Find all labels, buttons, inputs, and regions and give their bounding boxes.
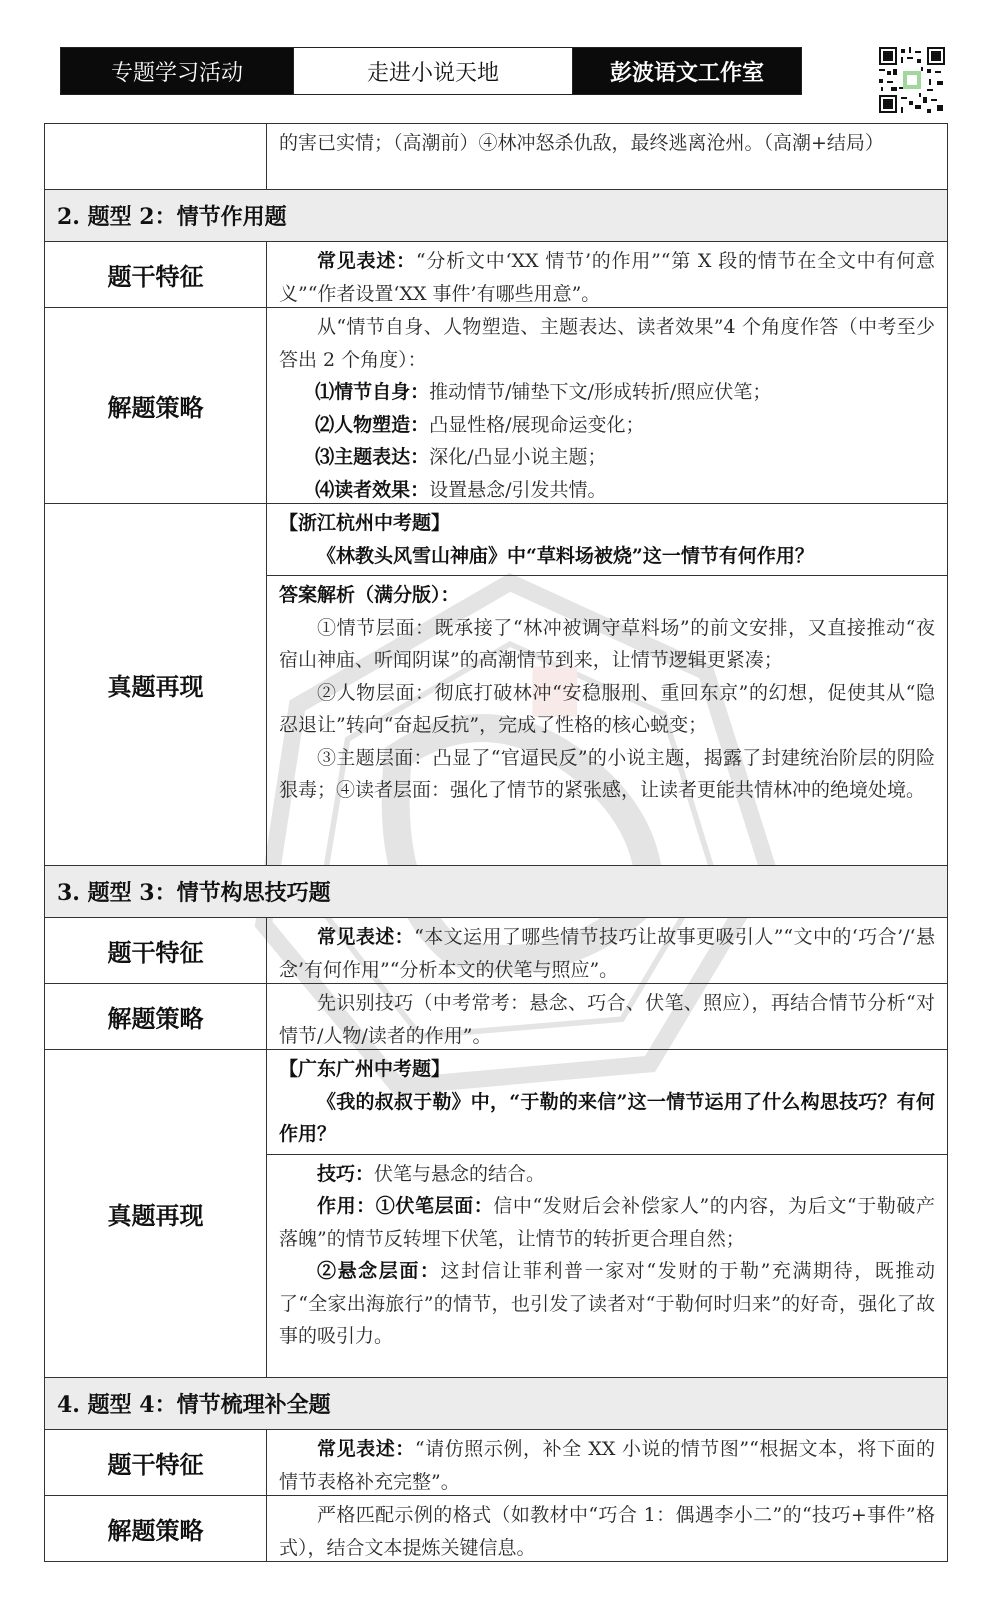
row-label: 题干特征 xyxy=(45,242,267,307)
item-key: ⑷读者效果： xyxy=(315,478,430,501)
answer-title: 答案解析（满分版）： xyxy=(279,584,460,606)
answer-text: ③主题层面：凸显了“官逼民反”的小说主题，揭露了封建统治阶层的阴险狠毒；④读者层面：强化了情节的紧张感，让读者更能共情林冲的绝境处境。 xyxy=(279,746,935,801)
item-value: 设置悬念/引发共情。 xyxy=(429,478,607,501)
row-label: 题干特征 xyxy=(45,918,267,983)
item-key: ⑵人物塑造： xyxy=(315,413,430,436)
row-content xyxy=(267,918,947,983)
table-row xyxy=(45,504,947,866)
body-text: 从“情节自身、人物塑造、主题表达、读者效果”4 个角度作答（中考至少答出 2 个角度）： xyxy=(279,316,935,371)
content-table xyxy=(44,123,948,1562)
header-right: 彭波语文工作室 xyxy=(573,48,801,94)
row-content xyxy=(267,1496,947,1561)
bold-lead: 常见表述： xyxy=(317,1438,415,1460)
item-key: ⑴情节自身： xyxy=(315,381,430,403)
item-value: 深化/凸显小说主题； xyxy=(429,446,607,468)
row-label: 真题再现 xyxy=(45,504,267,865)
item-key: 技巧： xyxy=(317,1162,375,1185)
bold-lead: 常见表述： xyxy=(317,250,416,272)
question-source: 【广东广州中考题】 xyxy=(279,1058,451,1080)
item-value: 凸显性格/展现命运变化； xyxy=(429,413,645,436)
section-heading: 3. 题型 3：情节构思技巧题 xyxy=(45,866,947,918)
row-content xyxy=(267,504,947,865)
item-key: ②悬念层面： xyxy=(317,1260,441,1282)
continuation-text: 的害已实情；（高潮前）④林冲怒杀仇敌，最终逃离沧州。（高潮+结局） xyxy=(279,132,884,154)
empty-label-cell xyxy=(45,124,267,189)
question-source: 【浙江杭州中考题】 xyxy=(279,512,451,534)
row-label: 真题再现 xyxy=(45,1050,267,1377)
table-row xyxy=(45,1050,947,1378)
answer-block xyxy=(279,576,935,807)
item-key: 作用：①伏笔层面： xyxy=(317,1195,494,1217)
table-row xyxy=(45,124,947,190)
table-row xyxy=(45,242,947,308)
section-heading: 4. 题型 4：情节梳理补全题 xyxy=(45,1378,947,1430)
answer-block xyxy=(279,1155,935,1353)
qr-code-icon xyxy=(877,45,947,115)
answer-text: ②人物层面：彻底打破林冲“安稳服刑、重回东京”的幻想，促使其从“隐忍退让”转向“奋起反抗”，完成了性格的核心蜕变； xyxy=(279,681,935,736)
header-left: 专题学习活动 xyxy=(61,48,293,94)
row-label: 解题策略 xyxy=(45,308,267,503)
table-row xyxy=(45,1496,947,1562)
row-label: 解题策略 xyxy=(45,984,267,1049)
row-content xyxy=(267,1050,947,1377)
table-row xyxy=(45,1430,947,1496)
row-label: 解题策略 xyxy=(45,1496,267,1561)
row-label: 题干特征 xyxy=(45,1430,267,1495)
row-content xyxy=(267,1430,947,1495)
question-text: 《林教头风雪山神庙》中“草料场被烧”这一情节有何作用？ xyxy=(317,544,814,567)
body-text: 先识别技巧（中考常考：悬念、巧合、伏笔、照应），再结合情节分析“对情节/人物/读者的作用”。 xyxy=(279,992,935,1047)
section-heading: 2. 题型 2：情节作用题 xyxy=(45,190,947,242)
header-bar xyxy=(60,47,802,95)
item-value: 伏笔与悬念的结合。 xyxy=(374,1162,546,1185)
row-content xyxy=(267,242,947,307)
row-content xyxy=(267,308,947,503)
item-value: 这封信让菲利普一家对“发财的于勒”充满期待，既推动了“全家出海旅行”的情节，也引发了读者对“于勒何时归来”的好奇，强化了故事的吸引力。 xyxy=(279,1260,935,1347)
item-key: ⑶主题表达： xyxy=(315,446,430,468)
row-content xyxy=(267,984,947,1049)
body-text: “请仿照示例，补全 XX 小说的情节图”“根据文本，将下面的情节表格补充完整”。 xyxy=(279,1438,935,1493)
body-text: “本文运用了哪些情节技巧让故事更吸引人”“文中的‘巧合’/‘悬念’有何作用”“分析本文的伏笔与照应”。 xyxy=(279,926,935,981)
item-value: 推动情节/铺垫下文/形成转折/照应伏笔； xyxy=(429,381,772,403)
question-block xyxy=(267,1053,947,1155)
answer-text: ①情节层面：既承接了“林冲被调守草料场”的前文安排，又直接推动“夜宿山神庙、听闻阴谋”的高潮情节到来，让情节逻辑更紧凑； xyxy=(279,616,935,671)
bold-lead: 常见表述： xyxy=(317,926,415,948)
table-row xyxy=(45,918,947,984)
question-block xyxy=(267,507,947,576)
table-row xyxy=(45,308,947,504)
body-text: 严格匹配示例的格式（如教材中“巧合 1：偶遇李小二”的“技巧+事件”格式），结合文本提炼关键信息。 xyxy=(279,1504,935,1559)
table-row xyxy=(45,984,947,1050)
question-text: 《我的叔叔于勒》中，“于勒的来信”这一情节运用了什么构思技巧？有何作用？ xyxy=(279,1090,935,1145)
item-value: 信中“发财后会补偿家人”的内容，为后文“于勒破产落魄”的情节反转埋下伏笔，让情节的转折更合理自然； xyxy=(279,1195,935,1250)
header-middle: 走进小说天地 xyxy=(293,48,573,94)
body-text: “分析文中‘XX 情节’的作用”“第 X 段的情节在全文中有何意义”“作者设置‘XX 事件’有哪些用意”。 xyxy=(279,250,935,305)
